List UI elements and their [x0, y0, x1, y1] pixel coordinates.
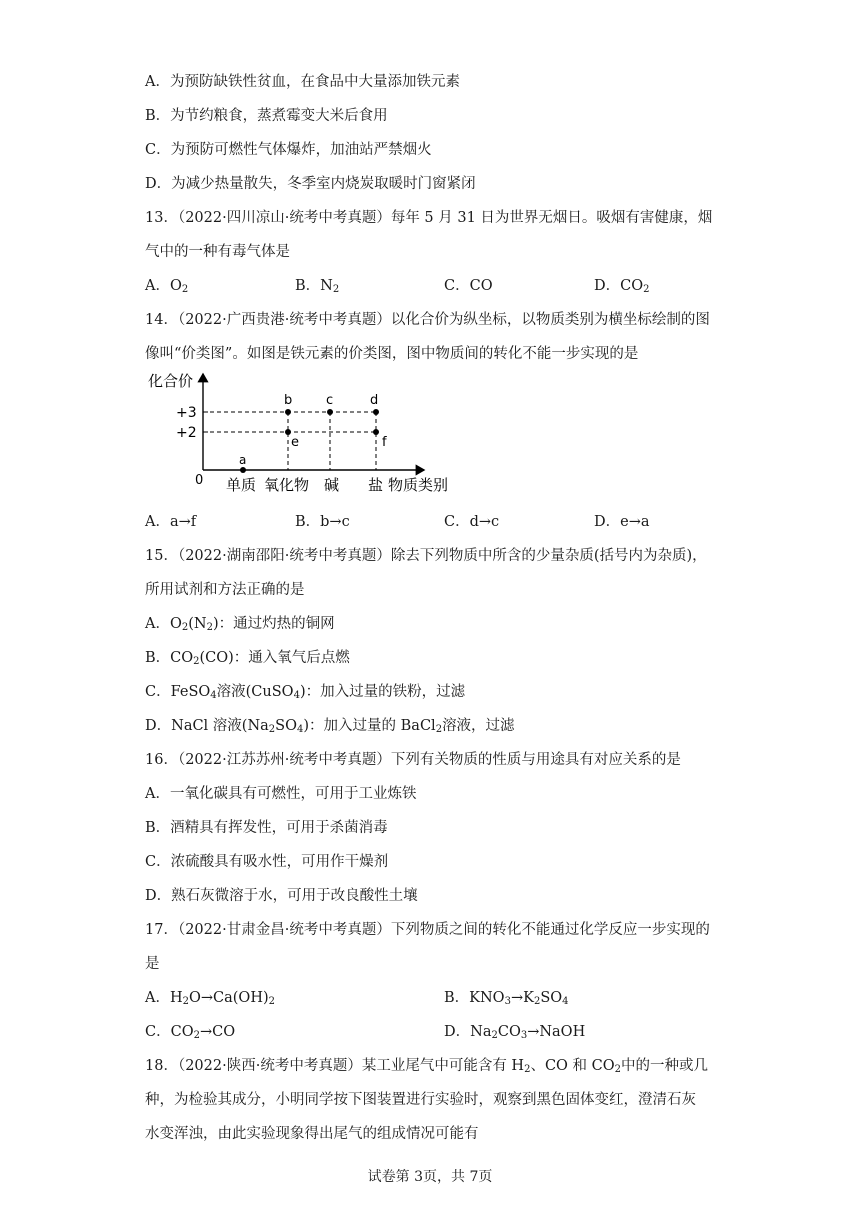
origin-label: 0	[195, 473, 204, 488]
valence-category-diagram	[140, 366, 460, 500]
q17-option-d: D．$Na_2CO_3\to NaOH$	[444, 1024, 586, 1041]
q14-option-d: D．e→a	[594, 514, 650, 530]
q15-option-c: C．FeSO$_4$溶液(CuSO$_4$)：加入过量的铁粉，过滤	[145, 684, 466, 701]
q15-option-d: D．NaCl 溶液$(Na_2SO_4)$：加入过量的 BaCl$_2$溶液，过滤	[145, 718, 515, 735]
x-tick-oxide: 氧化物	[264, 476, 310, 494]
y-tick-plus2: +2	[176, 425, 197, 441]
q18-stem-line3: 水变浑浊，由此实验现象得出尾气的组成情况可能有	[145, 1126, 479, 1142]
q13-option-d: D．$CO_2$	[594, 278, 650, 295]
q12-option-b: B．为节约粮食，蒸煮霉变大米后食用	[145, 108, 388, 124]
q15-option-a: A．$O_2(N_2)$：通过灼热的铜网	[145, 616, 335, 633]
q13-option-a: A．$O_2$	[145, 278, 189, 295]
q15-stem-line2: 所用试剂和方法正确的是	[145, 582, 305, 598]
page-footer: 试卷第 3页，共 7页	[367, 1169, 493, 1185]
point-c	[327, 409, 333, 415]
q13-stem-line1: 13．（2022·四川凉山·统考中考真题）每年 5 月 31 日为世界无烟日。吸烟有害健康，烟	[145, 210, 713, 226]
q13-option-c: C．CO	[444, 278, 493, 294]
q13-stem-line2: 气中的一种有毒气体是	[145, 244, 290, 260]
q17-option-a: A．$H_2O\to Ca(OH)_2$	[145, 990, 275, 1007]
q18-stem-line2: 种，为检验其成分，小明同学按下图装置进行实验时，观察到黑色固体变红，澄清石灰	[145, 1092, 696, 1108]
x-tick-base: 碱	[324, 476, 340, 494]
q14-option-b: B．b→c	[295, 514, 350, 530]
label-d: d	[370, 393, 379, 408]
q12-option-c: C．为预防可燃性气体爆炸，加油站严禁烟火	[145, 142, 432, 158]
point-b	[285, 409, 291, 415]
label-c: c	[326, 393, 334, 408]
label-f: f	[382, 435, 387, 450]
x-tick-salt: 盐	[368, 476, 384, 494]
label-a: a	[239, 453, 247, 467]
q16-stem: 16．（2022·江苏苏州·统考中考真题）下列有关物质的性质与用途具有对应关系的是	[145, 752, 681, 768]
q16-option-c: C．浓硫酸具有吸水性，可用作干燥剂	[145, 854, 389, 870]
q13-option-b: B．$N_2$	[295, 278, 340, 295]
x-axis-label: 物质类别	[388, 476, 449, 494]
q17-option-b: B．$KNO_3\to K_2SO_4$	[444, 990, 569, 1007]
q12-option-a: A．为预防缺铁性贫血，在食品中大量添加铁元素	[145, 74, 460, 90]
q16-option-a: A．一氧化碳具有可燃性，可用于工业炼铁	[145, 786, 417, 802]
y-axis-label: 化合价	[148, 372, 194, 390]
q14-option-a: A．a→f	[145, 514, 197, 530]
q17-option-c: C．$CO_2\to CO$	[145, 1024, 236, 1041]
q12-option-d: D．为减少热量散失，冬季室内烧炭取暖时门窗紧闭	[145, 176, 476, 192]
q16-option-d: D．熟石灰微溶于水，可用于改良酸性土壤	[145, 888, 418, 904]
q15-option-b: B．$CO_2(CO)$：通入氧气后点燃	[145, 650, 350, 667]
q14-stem-line2: 像叫“价类图”。如图是铁元素的价类图，图中物质间的转化不能一步实现的是	[145, 346, 639, 362]
q16-option-b: B．酒精具有挥发性，可用于杀菌消毒	[145, 820, 388, 836]
q17-stem-line2: 是	[145, 956, 160, 972]
point-a	[240, 467, 246, 473]
q17-stem-line1: 17．（2022·甘肃金昌·统考中考真题）下列物质之间的转化不能通过化学反应一步实现的	[145, 922, 710, 938]
label-b: b	[284, 393, 293, 408]
point-d	[373, 409, 379, 415]
q18-stem-line1: 18．（2022·陕西·统考中考真题）某工业尾气中可能含有 $H_2$、CO 和 $CO_2$中的一种或几	[145, 1058, 709, 1075]
point-f	[373, 429, 379, 435]
q14-stem-line1: 14．（2022·广西贵港·统考中考真题）以化合价为纵坐标，以物质类别为横坐标绘制的图	[145, 312, 710, 328]
x-tick-element: 单质	[226, 476, 257, 494]
y-tick-plus3: +3	[176, 405, 197, 421]
label-e: e	[291, 435, 299, 450]
q14-option-c: C．d→c	[444, 514, 500, 530]
q15-stem-line1: 15．（2022·湖南邵阳·统考中考真题）除去下列物质中所含的少量杂质(括号内为杂质)，	[145, 548, 707, 564]
